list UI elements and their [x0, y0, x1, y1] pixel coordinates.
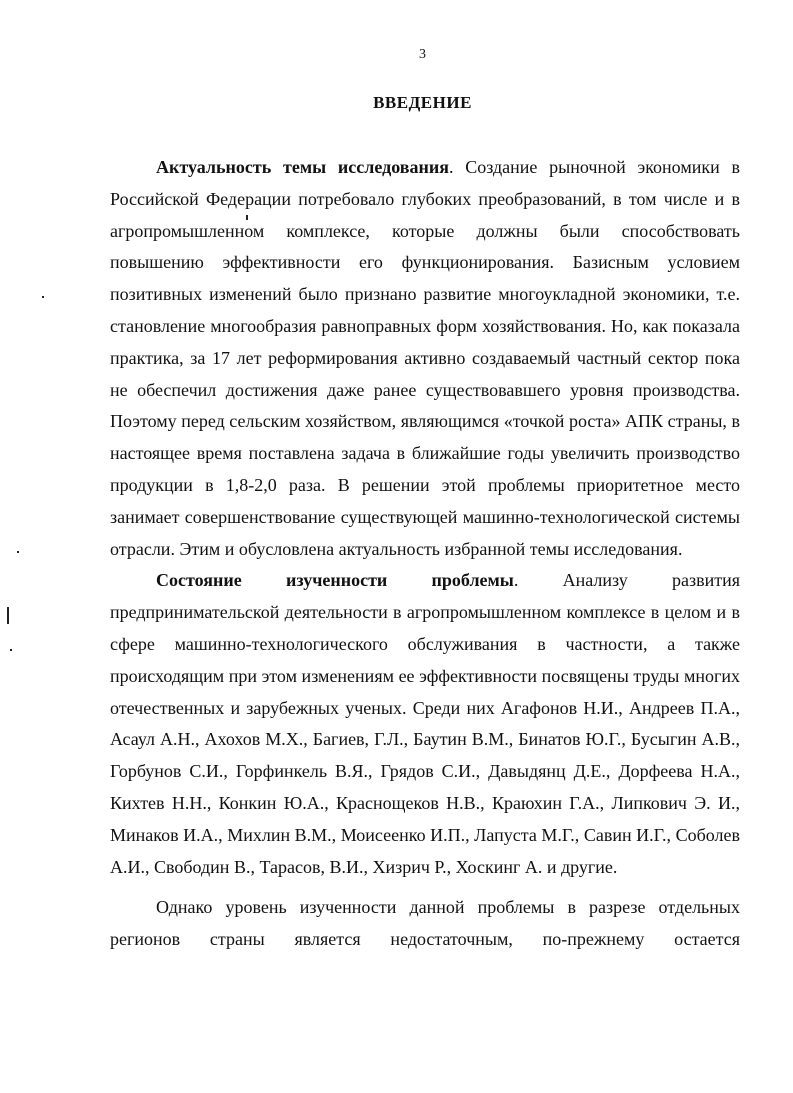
scan-speck: [17, 551, 19, 553]
paragraph-however: [110, 892, 740, 956]
scan-speck: [42, 296, 44, 298]
scan-speck: [7, 607, 9, 624]
paragraph-text: . Анализу развития предпринимательской деятельности в агропромышленном комплексе в целом и в сфере машинно-технологического обслуживания в частности, а также происходящим при этом изменениям ее эффективности посвящены труды многих отечественных и зарубежных ученых. Среди них Агафонов Н.И., Андреев П.А., Асаул А.Н., Ахохов М.Х., Багиев, Г.Л., Баутин В.М., Бинатов Ю.Г., Бусыгин А.В., Горбунов С.И., Горфинкель В.Я., Грядов С.И., Давыдянц Д.Е., Дорфеева Н.А., Кихтев Н.Н., Конкин Ю.А., Краснощеков Н.В., Краюхин Г.А., Липкович Э. И., Минаков И.А., Михлин В.М., Моисеенко И.П., Лапуста М.Г., Савин И.Г., Соболев А.И., Свободин В., Тарасов, В.И., Хизрич Р., Хоскинг А. и другие.: [110, 570, 740, 877]
scan-speck: [10, 649, 12, 651]
paragraph-text: Однако уровень изученности данной проблемы в разрезе отдельных регионов страны является недостаточным, по-прежнему остается: [110, 897, 740, 950]
paragraph-text: . Создание рыночной экономики в Российской Федерации потребовало глубоких преобразований, в том числе и в агропромышленном комплексе, которые должны были способствовать повышению эффективности его функционирования. Базисным условием позитивных изменений было признано развитие многоукладной экономики, т.е. становление многообразия равноправных форм хозяйствования. Но, как показала практика, за 17 лет реформирования активно создаваемый частный сектор пока не обеспечил достижения даже ранее существовавшего уровня производства. Поэтому перед сельским хозяйством, являющимся «точкой роста» АПК страны, в настоящее время поставлена задача в ближайшие годы увеличить производство продукции в 1,8-2,0 раза. В решении этой проблемы приоритетное место занимает совершенствование существующей машинно-технологической системы отрасли. Этим и обусловлена актуальность избранной темы исследования.: [110, 157, 740, 559]
page-title: ВВЕДЕНИЕ: [373, 93, 472, 112]
paragraph-lead: Актуальность темы исследования: [156, 157, 449, 177]
scan-speck: [246, 215, 248, 220]
paragraph-lead: Состояние изученности проблемы: [156, 570, 514, 591]
page-number: 3: [419, 47, 426, 62]
paragraph-state-of-study: [110, 565, 740, 883]
body-text: [110, 152, 740, 956]
paragraph-relevance: [110, 152, 740, 565]
